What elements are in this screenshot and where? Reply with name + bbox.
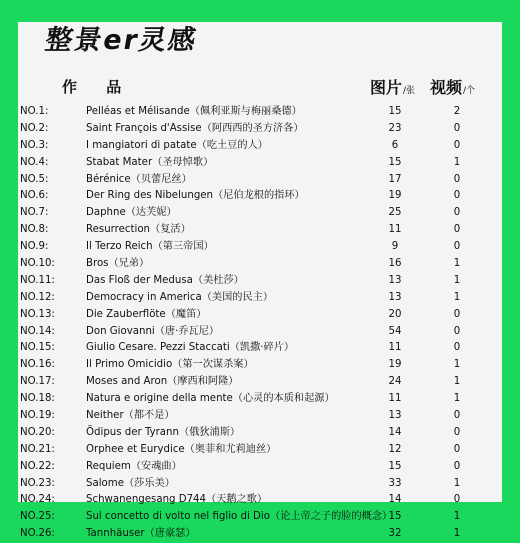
row-number: NO.17:	[20, 376, 55, 388]
table-row	[18, 222, 502, 239]
vids-count: 2	[453, 106, 461, 117]
table-row	[18, 492, 502, 509]
vids-header-label: 视频	[430, 78, 463, 97]
vids-count: 0	[453, 460, 461, 472]
table-row	[18, 239, 502, 256]
work-title: Der Ring des Nibelungen（尼伯龙根的指环）	[86, 190, 305, 202]
work-title: Tannhäuser（唐豪瑟）	[86, 528, 196, 540]
row-number: NO.16:	[20, 359, 55, 371]
table-row	[18, 324, 502, 341]
work-title: Ödipus der Tyrann（俄狄浦斯）	[86, 426, 241, 438]
vids-count: 0	[453, 410, 461, 422]
row-number: NO.23:	[20, 477, 55, 489]
table-row	[18, 459, 502, 476]
work-title: Il Primo Omicidio（第一次谋杀案）	[86, 359, 254, 371]
pics-count: 17	[388, 173, 402, 185]
pics-count: 16	[388, 258, 402, 270]
pics-count: 14	[388, 426, 402, 438]
vids-count: 1	[453, 156, 461, 168]
row-number: NO.8:	[20, 224, 49, 236]
table-row	[18, 340, 502, 357]
work-title: Die Zauberflöte（魔笛）	[86, 308, 207, 320]
pics-count: 13	[388, 410, 402, 422]
work-title: Il Terzo Reich（第三帝国）	[86, 241, 214, 253]
table-row	[18, 104, 502, 121]
row-number: NO.14:	[20, 325, 55, 337]
vids-count: 0	[453, 443, 461, 455]
table-row	[18, 408, 502, 425]
work-title: Democracy in America（美国的民主）	[86, 291, 274, 303]
pics-count: 20	[388, 308, 402, 320]
pics-count: 6	[391, 139, 399, 151]
table-row	[18, 442, 502, 459]
table-row	[18, 273, 502, 290]
work-title: Stabat Mater（圣母悼歌）	[86, 156, 214, 168]
pics-count: 13	[388, 291, 402, 303]
vids-count: 0	[453, 190, 461, 202]
pics-count: 15	[388, 156, 402, 168]
vids-count: 0	[453, 207, 461, 219]
pics-count: 13	[388, 274, 402, 286]
row-number: NO.20:	[20, 426, 55, 438]
pics-count: 11	[388, 393, 402, 405]
row-number: NO.12:	[20, 291, 55, 303]
row-number: NO.3:	[20, 139, 49, 151]
pics-count: 25	[388, 207, 402, 219]
pics-count: 9	[391, 241, 399, 253]
vids-count: 1	[453, 376, 461, 388]
pics-count: 19	[388, 359, 402, 371]
table-row	[18, 290, 502, 307]
table-row	[18, 307, 502, 324]
table-row	[18, 121, 502, 138]
table-row	[18, 374, 502, 391]
pics-unit-label: /张	[403, 86, 416, 96]
vids-column-header	[430, 75, 475, 98]
vids-count: 1	[453, 393, 461, 405]
table-row	[18, 188, 502, 205]
work-title: Orphee et Eurydice（奥菲和尤莉迪丝）	[86, 443, 277, 455]
pics-count: 24	[388, 376, 402, 388]
pics-count: 15	[388, 106, 402, 117]
works-column-header: 作 品	[62, 78, 134, 96]
pics-count: 32	[388, 528, 402, 540]
work-title: Saint François d'Assise（阿西西的圣方济各）	[86, 122, 304, 134]
row-number: NO.26:	[20, 528, 55, 540]
row-number: NO.4:	[20, 156, 49, 168]
work-title: Das Floß der Medusa（美杜莎）	[86, 274, 244, 286]
row-number: NO.1:	[20, 106, 49, 117]
vids-count: 1	[453, 274, 461, 286]
row-number: NO.21:	[20, 443, 55, 455]
table-row	[18, 155, 502, 172]
work-title: Daphne（达芙妮）	[86, 207, 177, 219]
catalog-card	[18, 22, 502, 540]
row-number: NO.18:	[20, 393, 55, 405]
vids-count: 0	[453, 426, 461, 438]
pics-count: 11	[388, 224, 402, 236]
work-title: Salome（莎乐美）	[86, 477, 175, 489]
table-row	[18, 526, 502, 543]
row-number: NO.5:	[20, 173, 49, 185]
vids-count: 1	[453, 528, 461, 540]
pics-count: 23	[388, 122, 402, 134]
table-row	[18, 172, 502, 189]
pics-column-header	[370, 75, 415, 98]
pics-header-label: 图片	[370, 78, 403, 97]
row-number: NO.6:	[20, 190, 49, 202]
row-number: NO.25:	[20, 511, 55, 523]
row-number: NO.15:	[20, 342, 55, 354]
work-title: Neither（都不是）	[86, 410, 175, 422]
row-number: NO.22:	[20, 460, 55, 472]
vids-count: 1	[453, 477, 461, 489]
row-number: NO.9:	[20, 241, 49, 253]
vids-count: 0	[453, 325, 461, 337]
work-title: Bérénice（贝蕾尼丝）	[86, 173, 192, 185]
vids-count: 0	[453, 139, 461, 151]
table-row	[18, 357, 502, 374]
vids-count: 0	[453, 308, 461, 320]
vids-count: 0	[453, 173, 461, 185]
vids-count: 1	[453, 258, 461, 270]
vids-count: 0	[453, 224, 461, 236]
pics-count: 15	[388, 460, 402, 472]
row-number: NO.2:	[20, 122, 49, 134]
work-title: Bros（兄弟）	[86, 258, 150, 270]
pics-count: 33	[388, 477, 402, 489]
row-number: NO.13:	[20, 308, 55, 320]
vids-unit-label: /个	[463, 86, 476, 96]
vids-count: 1	[453, 511, 461, 523]
work-title: Don Giovanni（唐·乔瓦尼）	[86, 325, 220, 337]
table-row	[18, 256, 502, 273]
table-row	[18, 509, 502, 526]
row-number: NO.7:	[20, 207, 49, 219]
work-title: Moses and Aron（摩西和阿隆）	[86, 376, 239, 388]
vids-count: 0	[453, 494, 461, 506]
work-title: Resurrection（复活）	[86, 224, 191, 236]
table-row	[18, 425, 502, 442]
pics-count: 54	[388, 325, 402, 337]
work-title: Schwanengesang D744（天鹅之歌）	[86, 494, 268, 506]
table-row	[18, 476, 502, 493]
vids-count: 0	[453, 241, 461, 253]
work-title: I mangiatori di patate（吃土豆的人）	[86, 139, 268, 151]
vids-count: 1	[453, 359, 461, 371]
table-row	[18, 138, 502, 155]
table-header	[18, 74, 502, 102]
pics-count: 11	[388, 342, 402, 354]
page-title: 整景er灵感	[42, 25, 200, 56]
row-number: NO.11:	[20, 274, 55, 286]
works-list	[18, 104, 502, 543]
vids-count: 0	[453, 342, 461, 354]
pics-count: 19	[388, 190, 402, 202]
table-row	[18, 391, 502, 408]
pics-count: 15	[388, 511, 402, 523]
work-title: Giulio Cesare. Pezzi Staccati（凯撒·碎片）	[86, 342, 295, 354]
row-number: NO.10:	[20, 258, 55, 270]
work-title: Pelléas et Mélisande（佩利亚斯与梅丽桑德）	[86, 106, 302, 117]
pics-count: 12	[388, 443, 402, 455]
row-number: NO.24:	[20, 494, 55, 506]
vids-count: 1	[453, 291, 461, 303]
vids-count: 0	[453, 122, 461, 134]
work-title: Natura e origine della mente（心灵的本质和起源）	[86, 393, 335, 405]
row-number: NO.19:	[20, 410, 55, 422]
work-title: Requiem（安魂曲）	[86, 460, 182, 472]
table-row	[18, 205, 502, 222]
work-title: Sul concetto di volto nel figlio di Dio（论上帝之子的脸的概念）	[86, 511, 393, 523]
pics-count: 14	[388, 494, 402, 506]
